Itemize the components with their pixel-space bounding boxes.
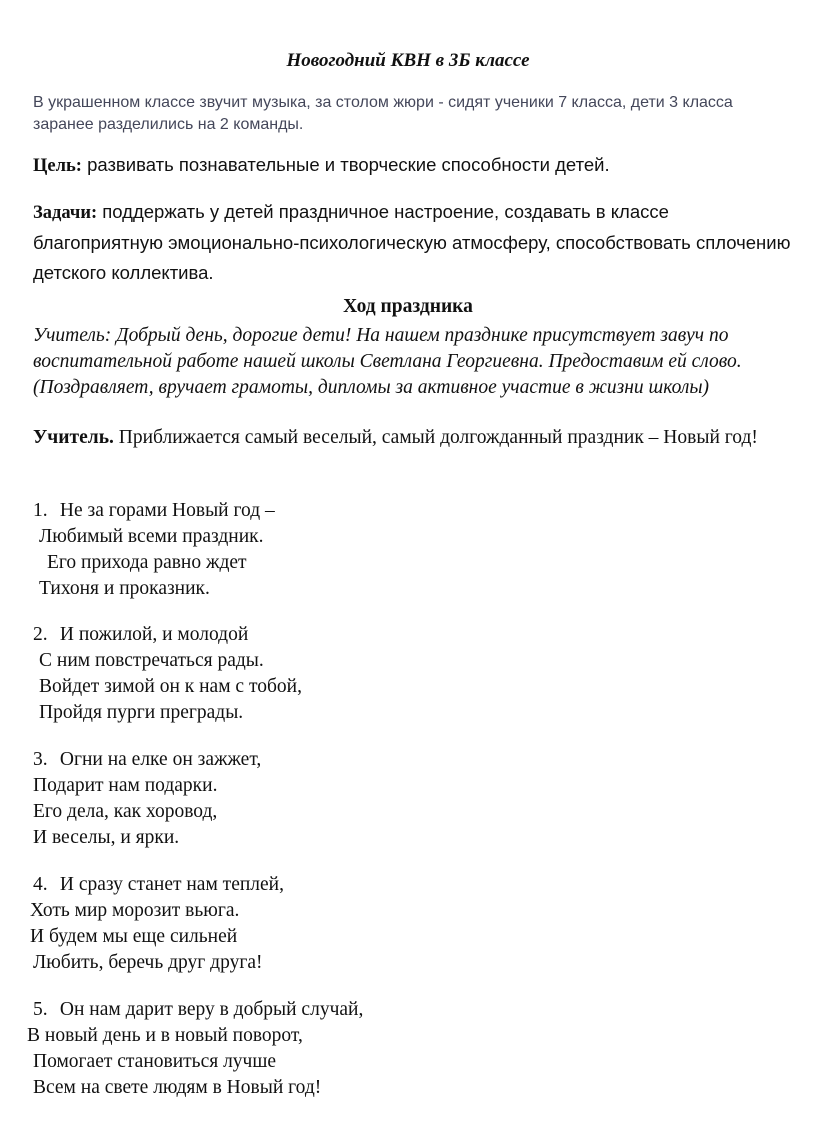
stanza-line <box>33 874 284 896</box>
stanza-line-text: И пожилой, и молодой <box>59 624 249 645</box>
stanza-number: 1. <box>33 500 48 521</box>
goal-label: Цель: <box>33 156 82 176</box>
stanza-line: Его прихода равно ждет <box>47 552 247 573</box>
document-title: Новогодний КВН в 3Б классе <box>286 50 530 71</box>
stanza-line-text: Он нам дарит веру в добрый случай, <box>59 999 364 1020</box>
stanza-line-text: Огни на елке он зажжет, <box>59 749 262 770</box>
stanza-line <box>33 500 275 522</box>
stanza-number: 2. <box>33 624 48 645</box>
stanza-line: Войдет зимой он к нам с тобой, <box>39 676 302 697</box>
stanza-number: 3. <box>33 749 48 770</box>
stanza-line: Пройдя пурги преграды. <box>39 702 244 723</box>
stanza-line: Любить, беречь друг друга! <box>33 952 263 973</box>
teacher-intro-paragraph: Учитель: Добрый день, дорогие дети! На нашем празднике присутствует завуч по воспитательной работе нашей школы Светлана Георгиевна. Предоставим ей слово.(Поздравляет, вручает грамоты, дипломы за активное участие в жизни школы) <box>33 325 742 398</box>
stanza-number: 5. <box>33 999 48 1020</box>
teacher-holiday-paragraph <box>33 424 793 451</box>
stanza-line-text: Не за горами Новый год – <box>59 500 275 521</box>
stanza-line: Помогает становиться лучше <box>33 1051 277 1072</box>
stanza-line: Тихоня и проказник. <box>39 578 210 599</box>
tasks-label: Задачи: <box>33 203 98 223</box>
stanza-line-text: И сразу станет нам теплей, <box>59 874 284 895</box>
section-title: Ход праздника <box>343 296 473 317</box>
stanza-line: Всем на свете людям в Новый год! <box>33 1077 322 1098</box>
stanza-line <box>33 624 248 646</box>
tasks-text: поддержать у детей праздничное настроение, создавать в классе благоприятную эмоционально-психологическую атмосферу, способствовать сплочению детского коллектива. <box>33 201 791 283</box>
teacher-label: Учитель. <box>33 427 114 448</box>
stanza-line: Хоть мир морозит вьюга. <box>30 900 240 921</box>
stanza-line: С ним повстречаться рады. <box>39 650 264 671</box>
intro-paragraph: В украшенном классе звучит музыка, за столом жюри - сидят ученики 7 класса, дети 3 класса заранее разделились на 2 команды. <box>33 94 733 133</box>
stanza-line: Подарит нам подарки. <box>33 775 218 796</box>
stanza-line: В новый день и в новый поворот, <box>27 1025 303 1046</box>
tasks-paragraph <box>33 197 793 288</box>
stanza-line: И веселы, и ярки. <box>33 827 180 848</box>
goal-paragraph <box>33 150 793 181</box>
stanza-line: И будем мы еще сильней <box>30 926 238 947</box>
stanza-number: 4. <box>33 874 48 895</box>
stanza-line: Любимый всеми праздник. <box>39 526 264 547</box>
stanza-line: Его дела, как хоровод, <box>33 801 218 822</box>
stanza-line <box>33 999 363 1021</box>
teacher-holiday-text: Приближается самый веселый, самый долгожданный праздник – Новый год! <box>113 427 758 448</box>
stanza-line <box>33 749 261 771</box>
goal-text: развивать познавательные и творческие способности детей. <box>81 154 610 175</box>
